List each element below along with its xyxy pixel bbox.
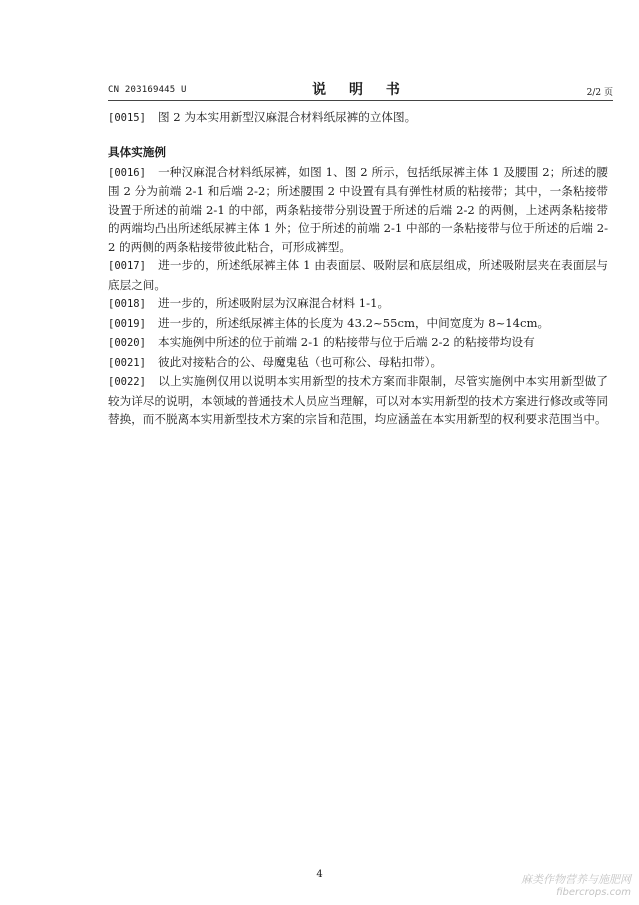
paragraph-tag: [0018]: [108, 298, 146, 310]
document-body: [108, 108, 608, 429]
paragraph-tag: [0017]: [108, 260, 146, 272]
watermark-site-url: fibercrops.com: [556, 887, 631, 898]
watermark-site-name: 麻类作物营养与施肥网: [521, 873, 631, 886]
paragraph-tag: [0021]: [108, 356, 146, 369]
paragraph-tag: [0022]: [108, 376, 146, 388]
paragraph-0020: [108, 333, 608, 353]
paragraph-text: 彼此对接粘合的公、母魔鬼毡（也可称公、母粘扣带）。: [158, 354, 443, 369]
paragraph-0015: [108, 108, 608, 128]
paragraph-0022: [108, 372, 608, 429]
paragraph-0016: [108, 163, 608, 257]
site-watermark: [521, 873, 631, 899]
paragraph-0018: [108, 294, 608, 314]
paragraph-text: 进一步的，所述纸尿裤主体的长度为 43.2~55cm，中间宽度为 8~14cm。: [158, 315, 550, 330]
page-indicator: 2/2 页: [586, 88, 613, 98]
paragraph-0017: [108, 256, 608, 294]
paragraph-tag: [0019]: [108, 317, 146, 330]
header-divider: [108, 100, 613, 101]
paragraph-text: 进一步的，所述吸附层为汉麻混合材料 1-1。: [158, 296, 390, 310]
page-number: 4: [316, 869, 323, 880]
page-header: [108, 79, 613, 99]
paragraph-0021: [108, 353, 608, 373]
paragraph-text: 进一步的，所述纸尿裤主体 1 由表面层、吸附层和底层组成，所述吸附层夹在表面层与底层之间。: [108, 258, 608, 292]
document-title: 说 明 书: [312, 82, 409, 98]
section-heading: 具体实施例: [108, 144, 166, 159]
paragraph-tag: [0020]: [108, 337, 146, 349]
paragraph-text: 以上实施例仅用以说明本实用新型的技术方案而非限制，尽管实施例中本实用新型做了较为详尽的说明，本领域的普通技术人员应当理解，可以对本实用新型的技术方案进行修改或等同替换，而不脱离本实用新型技术方案的宗旨和范围，均应涵盖在本实用新型的权利要求范围当中。: [108, 374, 608, 426]
paragraph-tag: [0016]: [108, 166, 146, 179]
paragraph-text: 本实施例中所述的位于前端 2-1 的粘接带与位于后端 2-2 的粘接带均设有: [158, 335, 535, 349]
paragraph-text: 图 2 为本实用新型汉麻混合材料纸尿裤的立体图。: [158, 110, 417, 124]
patent-number: CN 203169445 U: [108, 85, 187, 95]
paragraph-tag: [0015]: [108, 112, 146, 124]
paragraph-text: 一种汉麻混合材料纸尿裤，如图 1、图 2 所示，包括纸尿裤主体 1 及腰围 2；所述的腰围 2 分为前端 2-1 和后端 2-2；所述腰围 2 中设置有具有弹性材质的粘接带；其中，一条粘接带设置于所述的前端 2-1 的中部，两条粘接带分别设置于所述的后端 2-2 的两侧，上述两条粘接带的两端均凸出所述纸尿裤主体 1 外；位于所述的前端 2-1 中部的一条粘接带与位于所述的后端 2-2 的两侧的两条粘接带彼此粘合，可形成裤型。: [108, 164, 608, 254]
paragraph-0019: [108, 314, 608, 334]
